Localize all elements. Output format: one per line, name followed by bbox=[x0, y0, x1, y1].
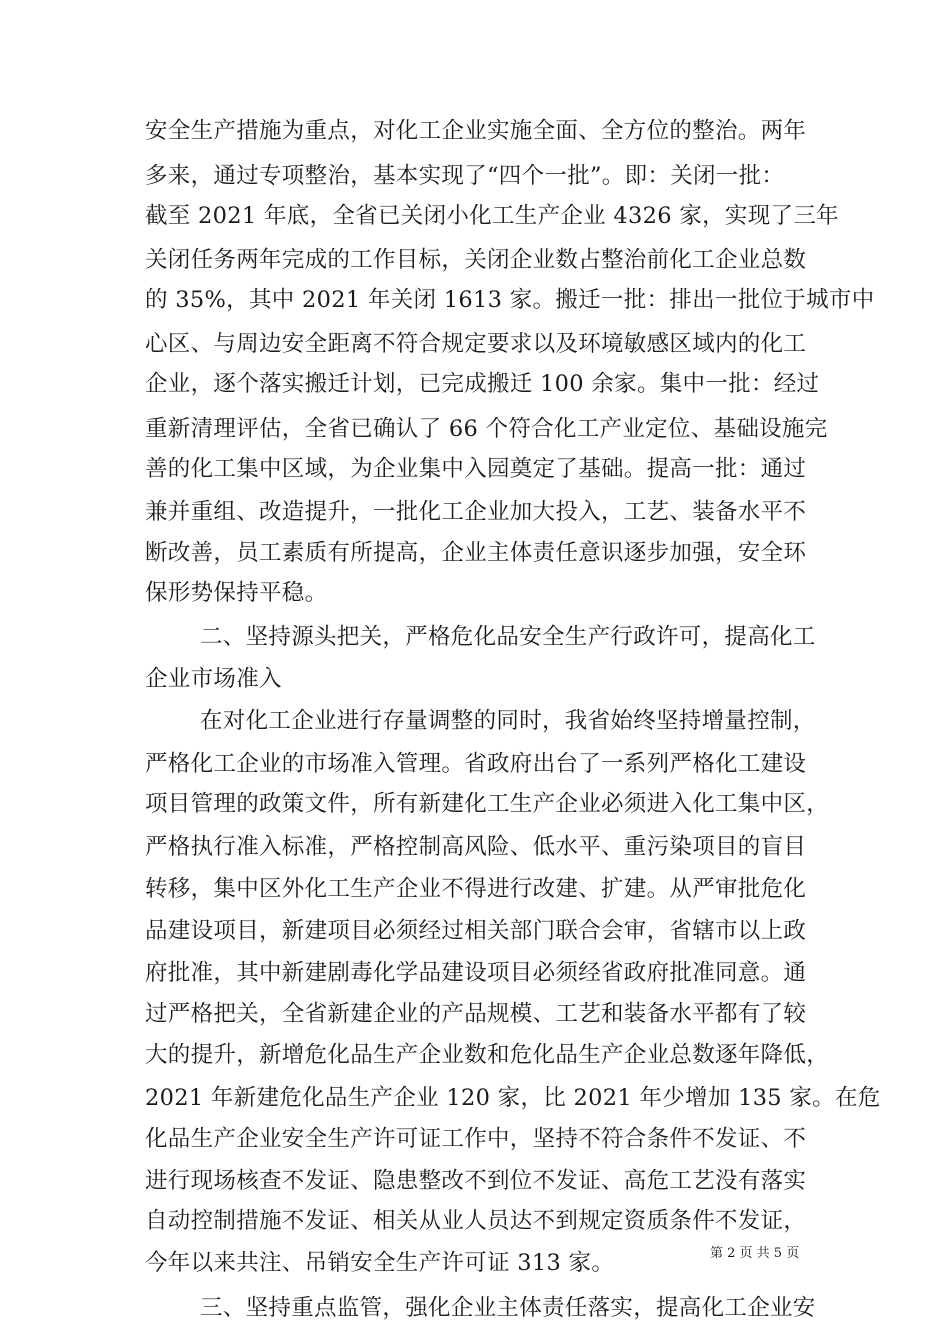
text-line: 企业市场准入 bbox=[145, 666, 282, 692]
paragraph-first-line: 在对化工企业进行存量调整的同时，我省始终坚持增量控制， bbox=[200, 708, 816, 734]
text-line: 进行现场核查不发证、隐患整改不到位不发证、高危工艺没有落实 bbox=[145, 1168, 807, 1194]
text-line: 项目管理的政策文件，所有新建化工生产企业必须进入化工集中区， bbox=[145, 791, 830, 817]
text-line: 的 35%，其中 2021 年关闭 1613 家。搬迁一批：排出一批位于城市中 bbox=[145, 287, 875, 313]
text-line: 善的化工集中区域，为企业集中入园奠定了基础。提高一批：通过 bbox=[145, 456, 807, 482]
text-line: 兼并重组、改造提升，一批化工企业加大投入，工艺、装备水平不 bbox=[145, 499, 807, 525]
text-line: 大的提升，新增危化品生产企业数和危化品生产企业总数逐年降低， bbox=[145, 1042, 830, 1068]
text-line: 重新清理评估，全省已确认了 66 个符合化工产业定位、基础设施完 bbox=[145, 416, 828, 442]
text-line: 断改善，员工素质有所提高，企业主体责任意识逐步加强，安全环 bbox=[145, 540, 807, 566]
text-line: 品建设项目，新建项目必须经过相关部门联合会审，省辖市以上政 bbox=[145, 918, 807, 944]
text-line: 企业，逐个落实搬迁计划，已完成搬迁 100 余家。集中一批：经过 bbox=[145, 371, 820, 397]
text-line: 严格化工企业的市场准入管理。省政府出台了一系列严格化工建设 bbox=[145, 751, 807, 777]
text-line: 截至 2021 年底，全省已关闭小化工生产企业 4326 家，实现了三年 bbox=[145, 203, 839, 229]
text-line: 转移，集中区外化工生产企业不得进行改建、扩建。从严审批危化 bbox=[145, 876, 807, 902]
text-line: 严格执行准入标准，严格控制高风险、低水平、重污染项目的盲目 bbox=[145, 834, 807, 860]
text-line: 多来，通过专项整治，基本实现了“四个一批”。即：关闭一批： bbox=[145, 163, 785, 189]
text-line: 化品生产企业安全生产许可证工作中，坚持不符合条件不发证、不 bbox=[145, 1126, 807, 1152]
text-line: 心区、与周边安全距离不符合规定要求以及环境敏感区域内的化工 bbox=[145, 331, 807, 357]
text-line: 府批准，其中新建剧毒化学品建设项目必须经省政府批准同意。通 bbox=[145, 960, 807, 986]
text-line: 过严格把关，全省新建企业的产品规模、工艺和装备水平都有了较 bbox=[145, 1001, 807, 1027]
text-line: 关闭任务两年完成的工作目标，关闭企业数占整治前化工企业总数 bbox=[145, 247, 807, 273]
page-number-footer: 第 2 页 共 5 页 bbox=[710, 1246, 800, 1261]
text-line: 自动控制措施不发证、相关从业人员达不到规定资质条件不发证， bbox=[145, 1208, 807, 1234]
text-line: 安全生产措施为重点，对化工企业实施全面、全方位的整治。两年 bbox=[145, 118, 807, 144]
text-line: 2021 年新建危化品生产企业 120 家，比 2021 年少增加 135 家。在危 bbox=[145, 1085, 881, 1111]
paragraph-first-line: 三、坚持重点监管，强化企业主体责任落实，提高化工企业安 bbox=[200, 1295, 816, 1321]
text-line: 保形势保持平稳。 bbox=[145, 580, 328, 606]
paragraph-first-line: 二、坚持源头把关，严格危化品安全生产行政许可，提高化工 bbox=[200, 624, 816, 650]
text-line: 今年以来共注、吊销安全生产许可证 313 家。 bbox=[145, 1250, 615, 1276]
